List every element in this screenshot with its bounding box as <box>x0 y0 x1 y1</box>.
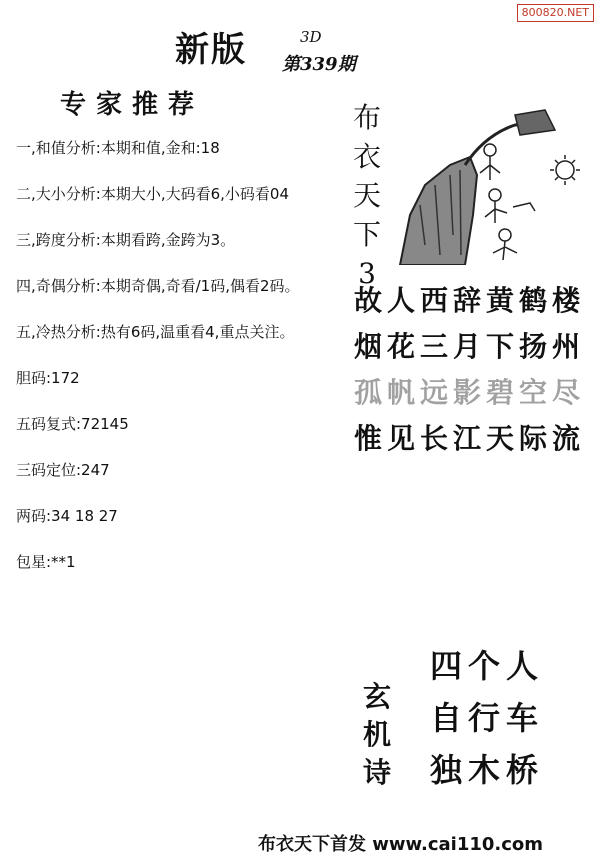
poem-line: 孤帆远影碧空尽 <box>354 376 586 409</box>
riddle-answer: 自行车 <box>430 699 545 737</box>
page-title: 新版 <box>175 30 247 70</box>
riddle-label-char: 玄 <box>362 680 391 713</box>
analysis-line: 两码:34 18 27 <box>16 507 118 525</box>
poem-line: 惟见长江天际流 <box>354 422 586 455</box>
cliff-shape <box>400 157 477 265</box>
analysis-line: 五码复式:72145 <box>16 415 129 433</box>
riddle-label <box>362 678 392 792</box>
vertical-char: 下 <box>352 218 381 251</box>
issue-number: 第339期 <box>282 54 356 75</box>
poem-block <box>354 278 590 462</box>
analysis-line: 四,奇偶分析:本期奇偶,奇看/1码,偶看2码。 <box>16 277 300 295</box>
analysis-line: 一,和值分析:本期和值,金和:18 <box>16 139 220 157</box>
vertical-char: 3 <box>358 257 376 290</box>
analysis-line: 二,大小分析:本期大小,大码看6,小码看04 <box>16 185 289 203</box>
flag <box>515 110 555 135</box>
comic-illustration <box>395 95 585 265</box>
riddle-answers <box>430 640 590 796</box>
site-badge: 800820.NET <box>517 4 594 22</box>
vertical-char: 布 <box>352 101 381 134</box>
comic-vertical-text <box>352 98 382 293</box>
hanging-figures <box>480 144 535 260</box>
analysis-line: 三码定位:247 <box>16 461 110 479</box>
expert-heading: 专家推荐 <box>60 90 205 120</box>
riddle-answer: 四个人 <box>430 647 545 685</box>
vertical-char: 衣 <box>352 140 381 173</box>
analysis-line: 三,跨度分析:本期看跨,金跨为3。 <box>16 231 236 249</box>
poem-line: 故人西辞黄鹤楼 <box>354 284 586 317</box>
riddle-answer: 独木桥 <box>430 751 545 789</box>
expert-analysis-list <box>16 138 346 598</box>
analysis-line: 包星:**1 <box>16 553 76 571</box>
analysis-line: 五,冷热分析:热有6码,温重看4,重点关注。 <box>16 323 295 341</box>
riddle-label-char: 机 <box>362 718 391 751</box>
footer-source: 布衣天下首发 www.cai110.com <box>258 834 544 855</box>
analysis-line: 胆码:172 <box>16 369 80 387</box>
poem-line: 烟花三月下扬州 <box>354 330 586 363</box>
game-label: 3D <box>300 28 322 46</box>
sun-icon <box>550 155 580 185</box>
riddle-label-char: 诗 <box>362 756 391 789</box>
vertical-char: 天 <box>352 179 381 212</box>
